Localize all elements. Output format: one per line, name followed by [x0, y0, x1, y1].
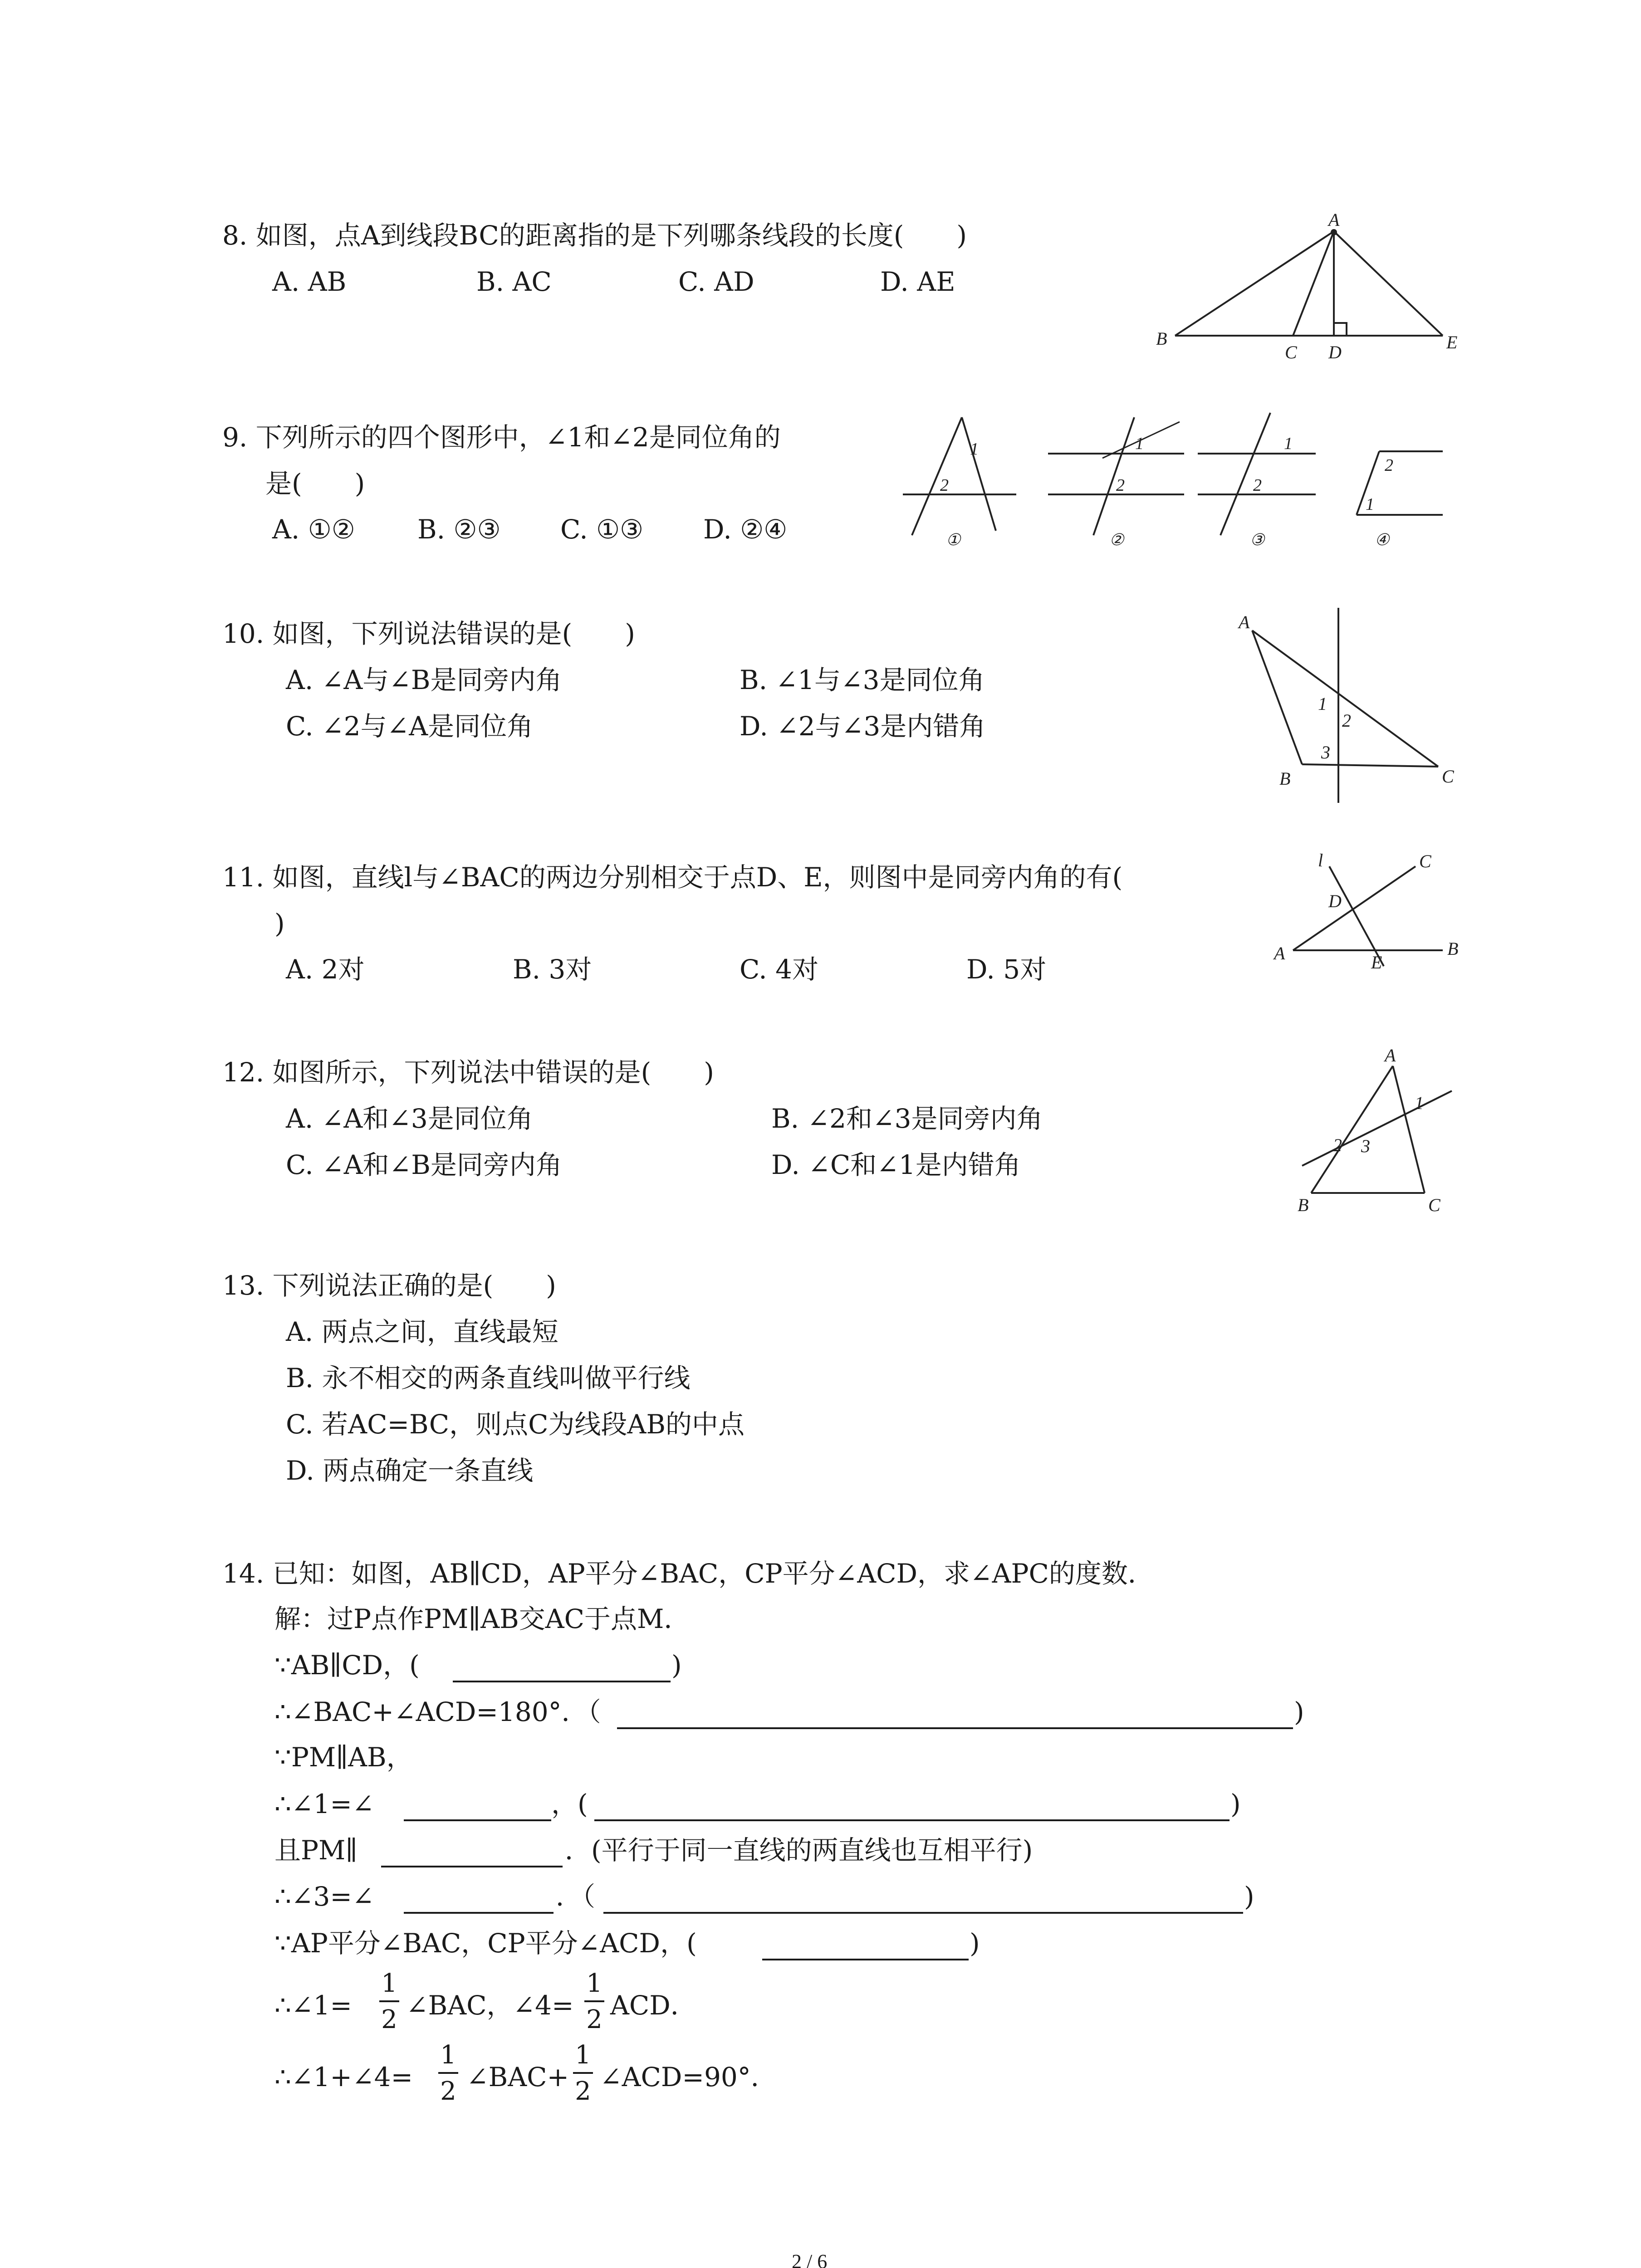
- q10-label-a: A: [1239, 612, 1250, 632]
- q14-line2: ∵AB∥CD，(: [274, 1650, 420, 1681]
- q9-f1-label-2: 2: [940, 476, 949, 495]
- q14-line5: ∴∠1=∠: [274, 1789, 374, 1819]
- q8-option-a: A. AB: [272, 266, 347, 297]
- q10-option-b: B. ∠1与∠3是同位角: [740, 665, 985, 695]
- q14-stem: 14. 已知：如图，AB∥CD，AP平分∠BAC，CP平分∠ACD，求∠APC的度数．: [222, 1558, 1154, 1589]
- q13-option-c: C. 若AC=BC，则点C为线段AB的中点: [286, 1409, 745, 1440]
- q14-solution-intro: 解：过P点作PM∥AB交AC于点M．: [274, 1603, 691, 1634]
- q9-caption-1: ①: [946, 531, 961, 549]
- q11-option-b: B. 3对: [513, 954, 592, 985]
- q12-label-a: A: [1385, 1045, 1396, 1066]
- q14-blank-2: [617, 1727, 1293, 1729]
- q12-label-3: 3: [1361, 1136, 1370, 1156]
- q11-label-c: C: [1419, 851, 1431, 871]
- q14-frac3-num: 1: [440, 2040, 456, 2070]
- q14-blank-5: [381, 1866, 563, 1867]
- q11-option-d: D. 5对: [966, 954, 1047, 985]
- q13-option-d: D. 两点确定一条直线: [286, 1455, 534, 1486]
- q9-f4-label-2: 2: [1385, 456, 1393, 475]
- page-number: 2 / 6: [792, 2250, 828, 2268]
- q14-line5-close: ): [1230, 1789, 1241, 1819]
- q10-label-3: 3: [1321, 742, 1330, 763]
- q11-label-d: D: [1328, 891, 1342, 911]
- q9-option-b: B. ②③: [417, 514, 501, 545]
- q14-line10-a: ∴∠1+∠4=: [274, 2062, 413, 2092]
- q14-frac3-den: 2: [440, 2077, 456, 2106]
- q9-stem-line1: 9. 下列所示的四个图形中，∠1和∠2是同位角的: [222, 422, 781, 453]
- q8-label-e: E: [1446, 332, 1458, 352]
- q14-frac4-bar: [573, 2072, 593, 2074]
- q14-line9-b: ∠BAC，∠4=: [406, 1990, 574, 2021]
- q14-blank-7: [603, 1912, 1243, 1914]
- q11-figure: [1270, 850, 1497, 973]
- q11-stem-line1: 11. 如图，直线l与∠BAC的两边分别相交于点D、E，则图中是同旁内角的有(: [222, 862, 1123, 893]
- q8-stem: 8. 如图，点A到线段BC的距离指的是下列哪条线段的长度( ): [222, 220, 967, 251]
- q13-stem: 13. 下列说法正确的是( ): [222, 1270, 556, 1301]
- q14-line8-close: ): [970, 1928, 980, 1959]
- q9-f3-label-2: 2: [1253, 476, 1262, 495]
- q13-option-a: A. 两点之间，直线最短: [286, 1316, 558, 1347]
- q12-label-c: C: [1428, 1195, 1440, 1215]
- q8-option-d: D. AE: [880, 266, 955, 297]
- q14-frac1-num: 1: [381, 1969, 397, 1998]
- q14-line7-close: ): [1244, 1881, 1254, 1912]
- q8-label-c: C: [1285, 342, 1297, 362]
- q9-option-d: D. ②④: [703, 514, 788, 545]
- q14-line7: ∴∠3=∠: [274, 1881, 374, 1912]
- q10-option-a: A. ∠A与∠B是同旁内角: [286, 665, 562, 695]
- q12-figure: [1279, 1043, 1479, 1216]
- q11-label-l: l: [1318, 850, 1323, 870]
- q14-line8: ∵AP平分∠BAC，CP平分∠ACD，(: [274, 1928, 697, 1959]
- q11-option-a: A. 2对: [286, 954, 365, 985]
- q14-frac3-bar: [438, 2072, 458, 2074]
- q14-line9-c: ACD．: [610, 1990, 697, 2021]
- q8-label-b: B: [1156, 328, 1167, 349]
- q14-line4: ∵PM∥AB，: [274, 1742, 413, 1773]
- q14-frac2-num: 1: [586, 1969, 603, 1998]
- q12-option-d: D. ∠C和∠1是内错角: [771, 1149, 1021, 1180]
- q14-line3-close: ): [1294, 1696, 1304, 1727]
- q8-figure: [1152, 209, 1479, 363]
- q10-stem: 10. 如图，下列说法错误的是( ): [222, 618, 635, 649]
- q8-option-b: B. AC: [476, 266, 552, 297]
- q10-figure: [1225, 608, 1479, 807]
- q13-option-b: B. 永不相交的两条直线叫做平行线: [286, 1363, 691, 1393]
- q14-line2-close: ): [671, 1650, 682, 1681]
- q14-blank-4: [594, 1819, 1230, 1821]
- q9-caption-3: ③: [1250, 531, 1265, 549]
- q10-label-c: C: [1442, 766, 1454, 787]
- q14-line3: ∴∠BAC+∠ACD=180°．（: [274, 1696, 601, 1727]
- q11-label-a: A: [1274, 943, 1285, 963]
- q9-figures: [903, 404, 1461, 549]
- q12-option-c: C. ∠A和∠B是同旁内角: [286, 1149, 562, 1180]
- q12-stem: 12. 如图所示，下列说法中错误的是( ): [222, 1057, 714, 1088]
- q14-line10-c: ∠ACD=90°．: [600, 2062, 777, 2092]
- q9-f3-label-1: 1: [1284, 434, 1293, 453]
- q14-blank-3: [404, 1819, 551, 1821]
- q9-caption-2: ②: [1109, 531, 1124, 549]
- q14-blank-8: [762, 1959, 969, 1960]
- q14-line10-b: ∠BAC+: [466, 2062, 569, 2092]
- q14-frac2-bar: [584, 2000, 604, 2002]
- q11-label-e: E: [1371, 952, 1382, 973]
- q10-label-2: 2: [1342, 710, 1351, 731]
- q9-f2-label-1: 1: [1135, 434, 1144, 453]
- q14-line6-rest: ．(平行于同一直线的两直线也互相平行): [565, 1835, 1033, 1866]
- q9-f2-label-2: 2: [1116, 476, 1125, 495]
- q14-frac1-den: 2: [381, 2005, 397, 2034]
- q14-frac4-den: 2: [575, 2077, 591, 2106]
- q11-option-c: C. 4对: [740, 954, 819, 985]
- q14-line9-a: ∴∠1=: [274, 1990, 352, 2021]
- q12-label-1: 1: [1415, 1093, 1424, 1113]
- q12-option-a: A. ∠A和∠3是同位角: [286, 1103, 533, 1134]
- q14-frac4-num: 1: [575, 2040, 591, 2070]
- q14-frac2-den: 2: [586, 2005, 603, 2034]
- q9-option-c: C. ①③: [560, 514, 644, 545]
- q14-frac1-bar: [379, 2000, 399, 2002]
- q10-option-d: D. ∠2与∠3是内错角: [740, 711, 986, 742]
- q8-label-a: A: [1328, 210, 1340, 230]
- q9-stem-line2: 是( ): [265, 468, 365, 499]
- q14-line7-mid: ．（: [556, 1881, 596, 1912]
- q14-blank-1: [453, 1681, 671, 1682]
- q9-option-a: A. ①②: [272, 514, 355, 545]
- q10-label-1: 1: [1318, 694, 1327, 714]
- q9-f4-label-1: 1: [1366, 495, 1374, 514]
- q8-option-c: C. AD: [678, 266, 754, 297]
- q12-option-b: B. ∠2和∠3是同旁内角: [771, 1103, 1043, 1134]
- q9-f1-label-1: 1: [970, 440, 979, 459]
- q14-line5-mid: ，(: [551, 1789, 588, 1819]
- q10-option-c: C. ∠2与∠A是同位角: [286, 711, 534, 742]
- q11-stem-line2: ): [274, 908, 285, 939]
- q14-blank-6: [404, 1912, 554, 1914]
- q8-label-d: D: [1328, 342, 1342, 362]
- q9-caption-4: ④: [1375, 531, 1390, 549]
- q10-label-b: B: [1279, 768, 1291, 789]
- q11-label-b: B: [1447, 938, 1459, 959]
- q14-line6: 且PM∥: [274, 1835, 358, 1866]
- q12-label-b: B: [1298, 1195, 1309, 1215]
- q12-label-2: 2: [1333, 1135, 1342, 1155]
